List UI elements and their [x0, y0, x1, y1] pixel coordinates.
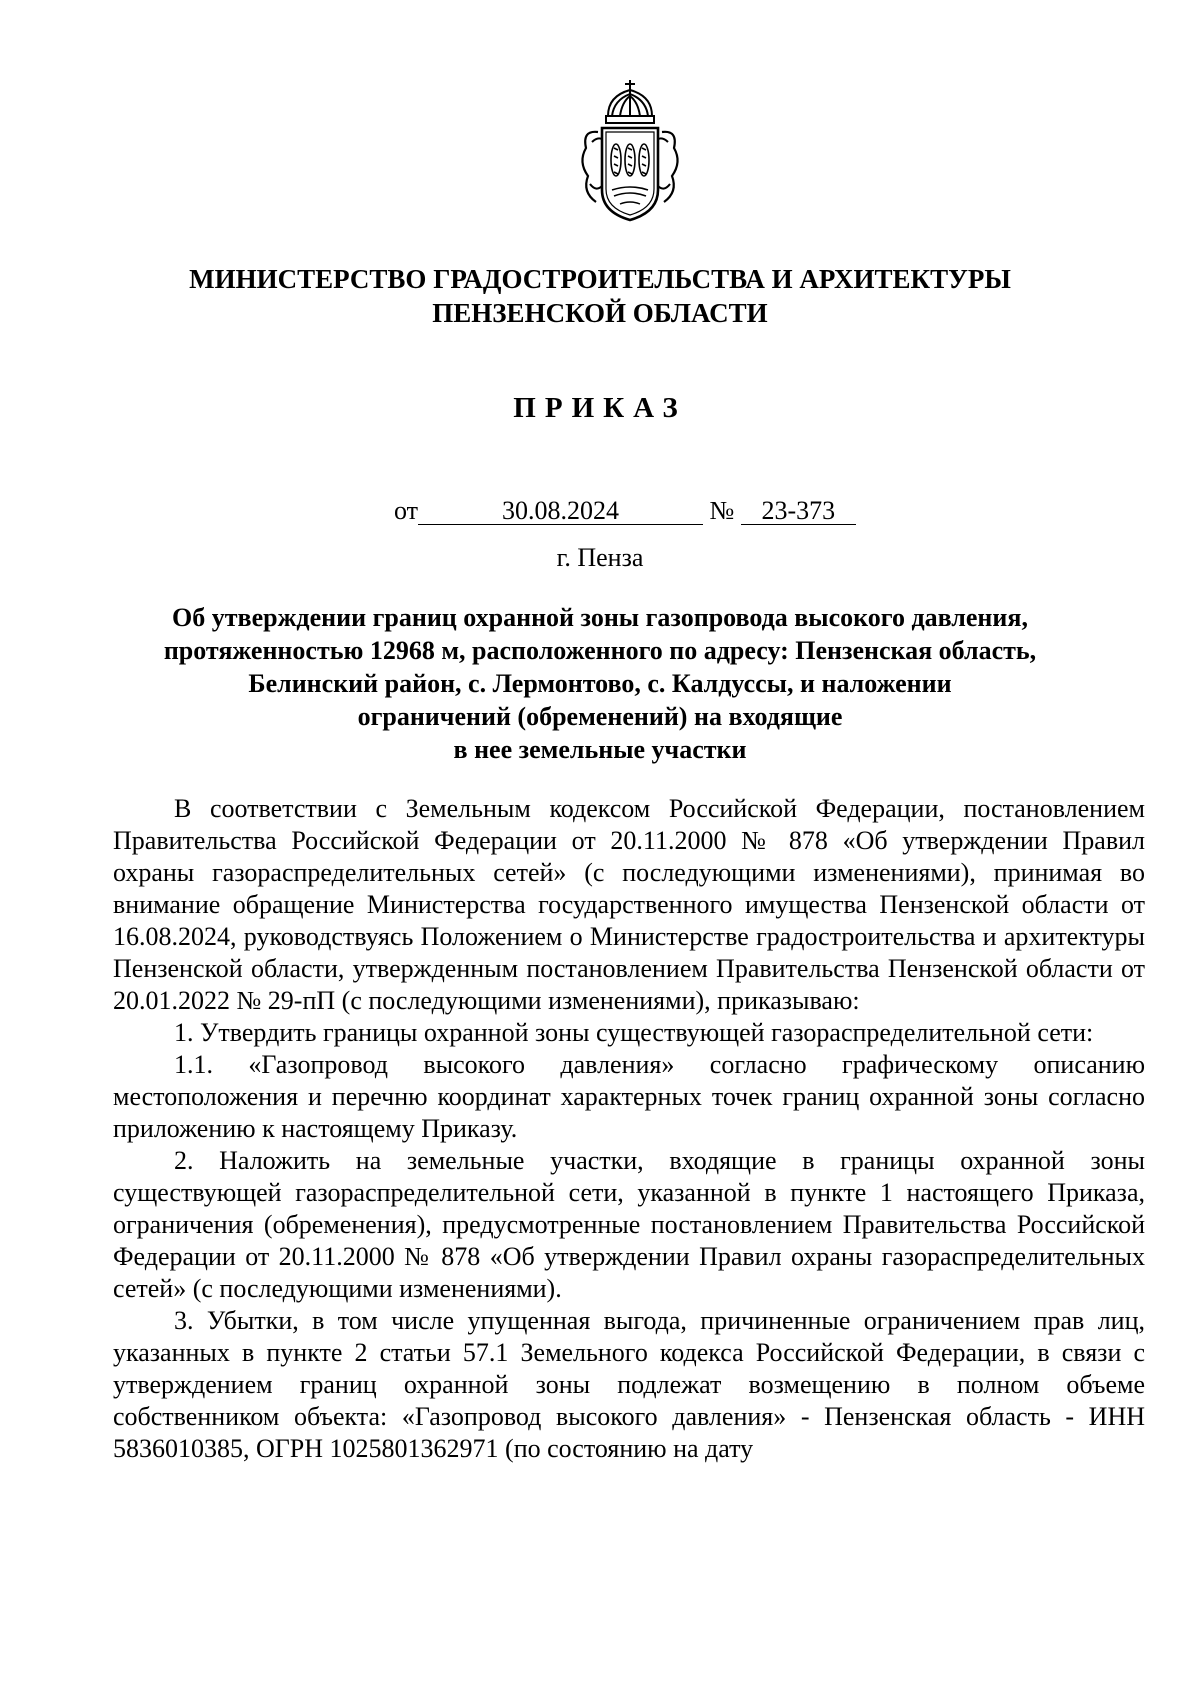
order-date: 30.08.2024: [418, 498, 703, 525]
subject-line: в нее земельные участки: [453, 735, 747, 764]
ministry-name: [0, 262, 1200, 330]
body-paragraph-1-1: 1.1. «Газопровод высокого давления» согласно графическому описанию местоположения и перечню координат характерных точек границ охранной зоны согласно приложению к настоящему Приказу.: [113, 1050, 1145, 1143]
document-title: ПРИКАЗ: [513, 392, 687, 424]
subject-line: Белинский район, с. Лермонтово, с. Калдуссы, и наложении: [248, 669, 952, 698]
body-paragraph-2: 2. Наложить на земельные участки, входящие в границы охранной зоны существующей газораспределительной сети, указанной в пункте 1 настоящего Приказа, ограничения (обременения), предусмотренные постановлением Правительства Российской Федерации от 20.11.2000 № 878 «Об утверждении Правил охраны газораспределительных сетей» (с последующими изменениями).: [113, 1146, 1145, 1303]
date-label: от: [394, 496, 419, 525]
ministry-name-line-2: ПЕНЗЕНСКОЙ ОБЛАСТИ: [432, 298, 768, 328]
body-paragraph-3: 3. Убытки, в том числе упущенная выгода, причиненные ограничением прав лиц, указанных в пункте 2 статьи 57.1 Земельного кодекса Российской Федерации, в связи с утверждением границ охранной зоны подлежат возмещению в полном объеме собственником объекта: «Газопровод высокого давления» - Пензенская область - ИНН 5836010385, ОГРН 1025801362971 (по состоянию на дату: [113, 1306, 1145, 1463]
order-subject: [110, 601, 1090, 766]
subject-line: протяженностью 12968 м, расположенного по адресу: Пензенская область,: [163, 636, 1037, 665]
subject-line: ограничений (обременений) на входящие: [357, 702, 843, 731]
number-label: №: [709, 496, 735, 525]
body-paragraph-preamble: В соответствии с Земельным кодексом Российской Федерации, постановлением Правительства Российской Федерации от 20.11.2000 № 878 «Об утверждении Правил охраны газораспределительных сетей» (с последующими изменениями), принимая во внимание обращение Министерства государственного имущества Пензенской области от 16.08.2024, руководствуясь Положением о Министерстве градостроительства и архитектуры Пензенской области, утвержденным постановлением Правительства Пензенской области от 20.01.2022 № 29-пП (с последующими изменениями), приказываю:: [113, 794, 1145, 1015]
body-paragraph-1: 1. Утвердить границы охранной зоны существующей газораспределительной сети:: [174, 1018, 1094, 1047]
ministry-name-line-1: МИНИСТЕРСТВО ГРАДОСТРОИТЕЛЬСТВА И АРХИТЕКТУРЫ: [189, 264, 1011, 294]
city: г. Пенза: [556, 543, 644, 572]
order-body: [113, 793, 1145, 1465]
order-date-number-line: [394, 496, 856, 526]
subject-line: Об утверждении границ охранной зоны газопровода высокого давления,: [172, 603, 1028, 632]
coat-of-arms-icon: [568, 72, 692, 227]
order-number: 23-373: [741, 498, 856, 525]
